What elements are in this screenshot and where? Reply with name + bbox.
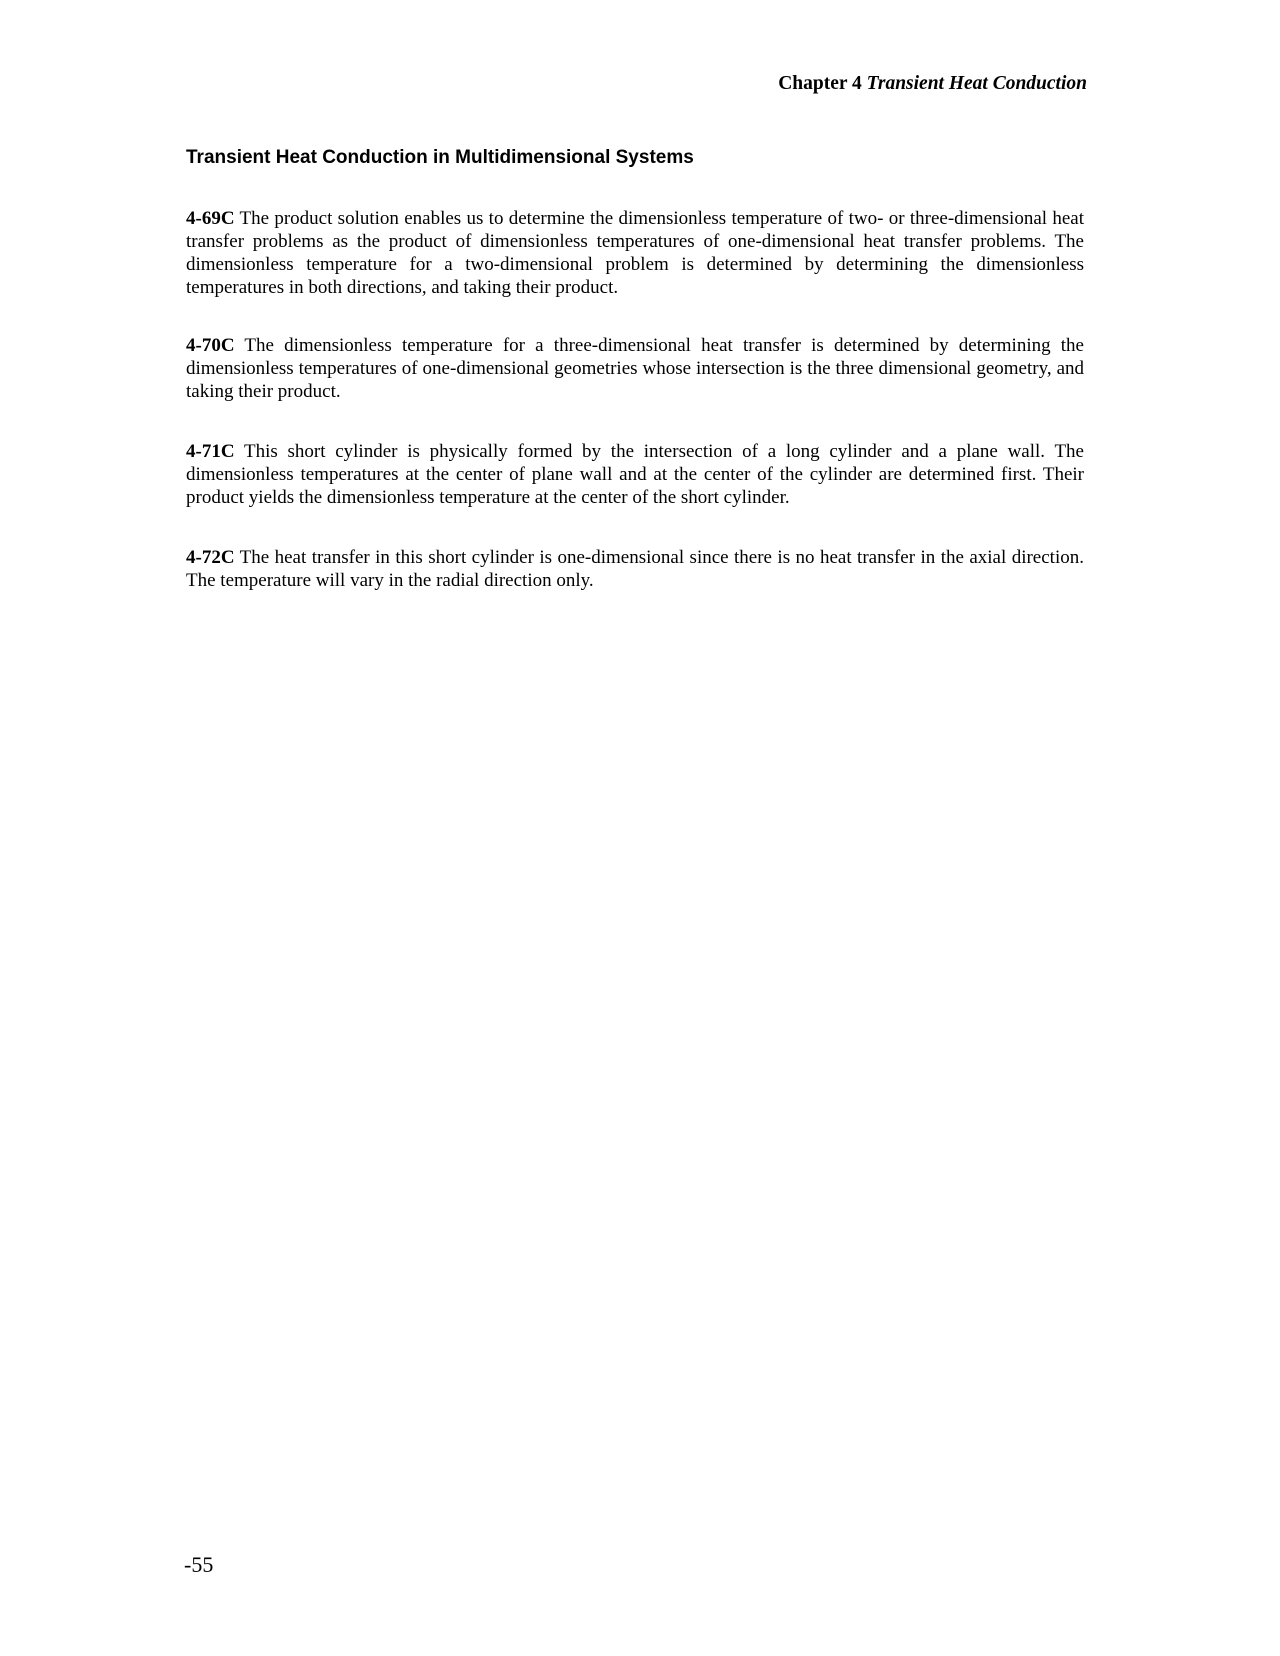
section-heading: Transient Heat Conduction in Multidimensional Systems (186, 147, 694, 168)
running-header (778, 73, 1087, 95)
problem-paragraph (186, 334, 1084, 403)
problem-number: 4-72C (186, 547, 235, 568)
problem-paragraph (186, 440, 1084, 509)
problem-paragraph (186, 207, 1084, 299)
problem-paragraph (186, 546, 1084, 592)
problem-number: 4-70C (186, 335, 235, 356)
problem-text: The product solution enables us to determine the dimensionless temperature of two- or three-dimensional heat transfer problems as the product of dimensionless temperatures of one-dimensional heat transfer problems. The dimensionless temperature for a two-dimensional problem is determined by determining the dimensionless temperatures in both directions, and taking their product. (186, 208, 1084, 298)
problem-text: This short cylinder is physically formed by the intersection of a long cylinder and a plane wall. The dimensionless temperatures at the center of plane wall and at the center of the cylinder are determined first. Their product yields the dimensionless temperature at the center of the short cylinder. (186, 441, 1084, 508)
chapter-title: Transient Heat Conduction (866, 73, 1087, 94)
problem-text: The heat transfer in this short cylinder is one-dimensional since there is no heat transfer in the axial direction. The temperature will vary in the radial direction only. (186, 547, 1084, 591)
problem-number: 4-69C (186, 208, 235, 229)
problem-number: 4-71C (186, 441, 235, 462)
problem-text: The dimensionless temperature for a three-dimensional heat transfer is determined by determining the dimensionless temperatures of one-dimensional geometries whose intersection is the three dimensional geometry, and taking their product. (186, 335, 1084, 402)
chapter-label: Chapter 4 (778, 73, 862, 94)
page-number: -55 (184, 1552, 214, 1577)
